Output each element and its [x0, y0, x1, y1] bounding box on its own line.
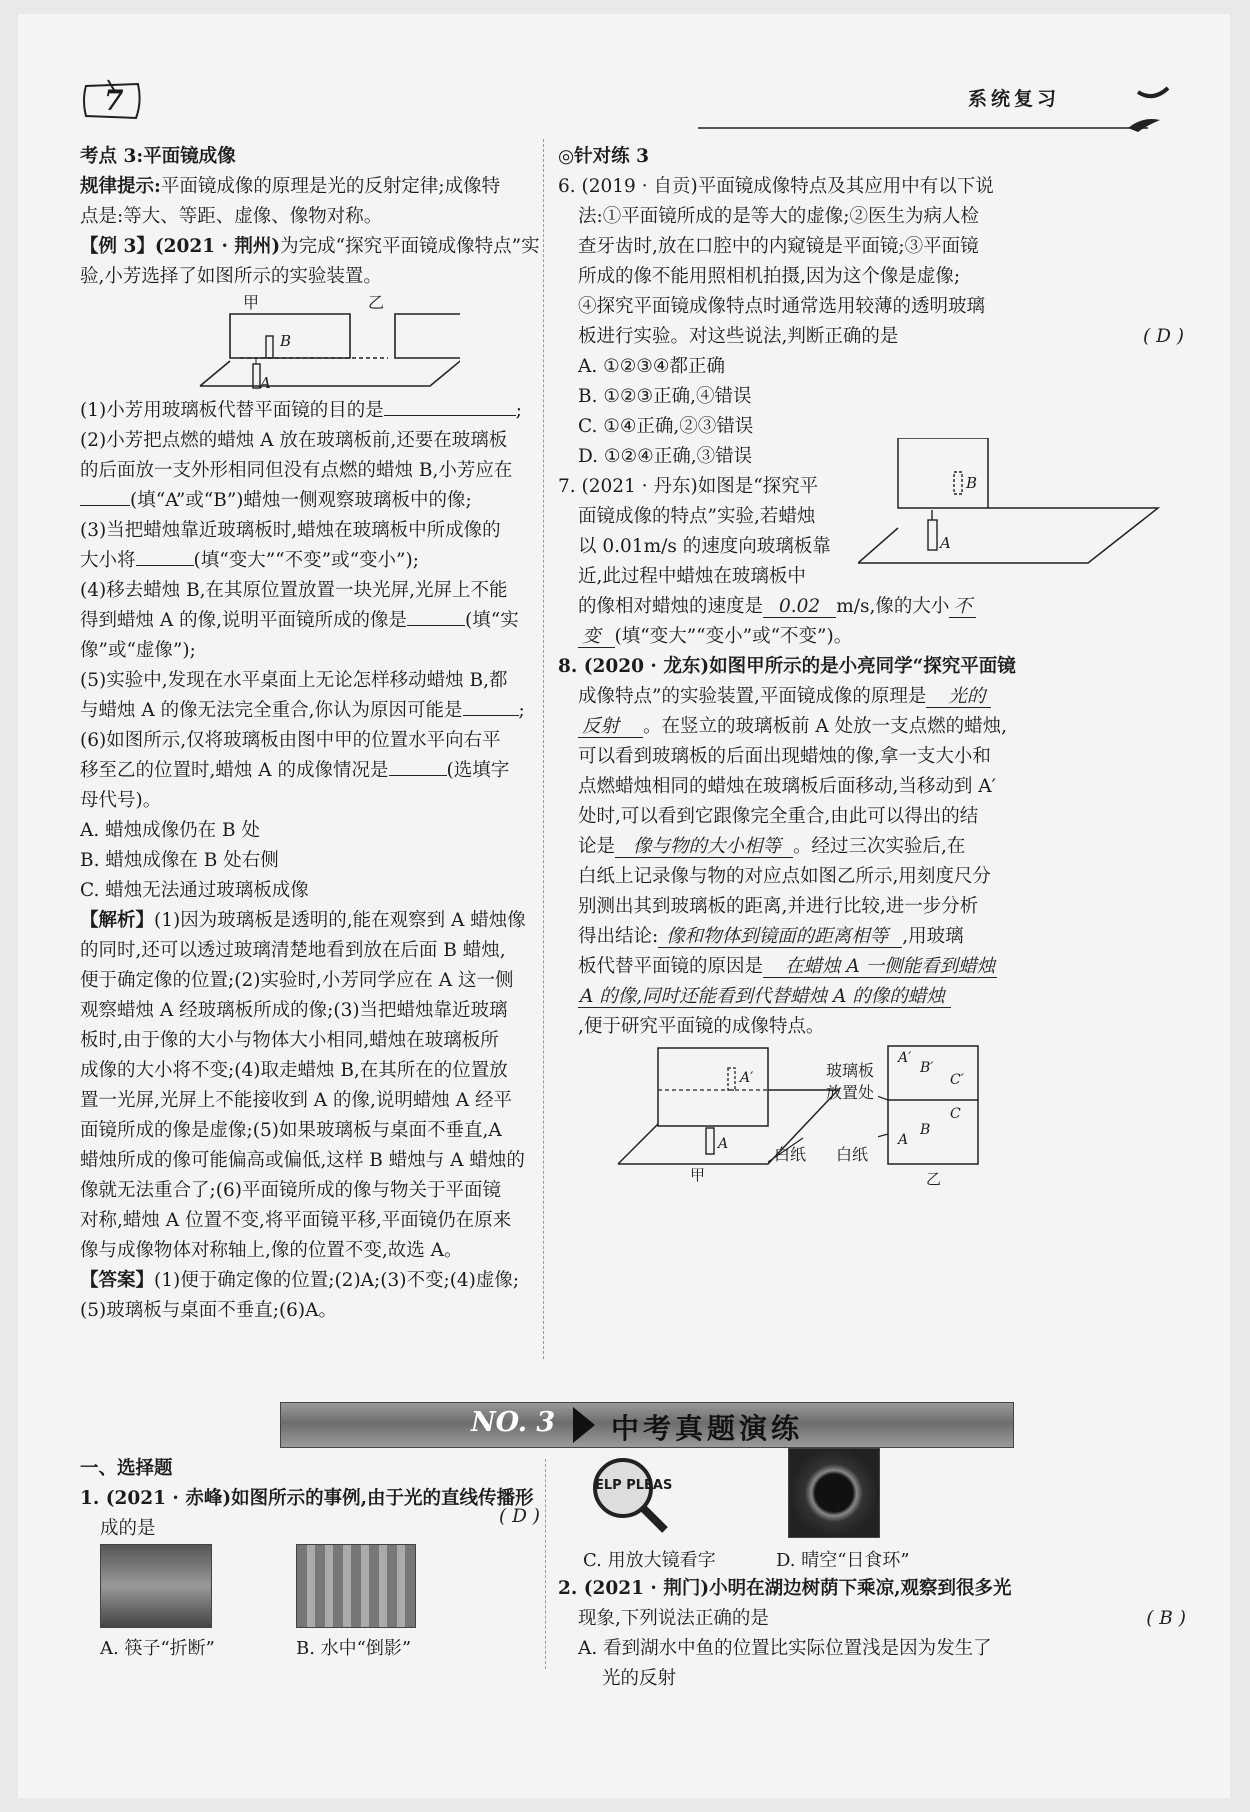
q8-fig-jia: 甲	[690, 1166, 706, 1184]
q7-mirror-drawing	[858, 438, 1198, 568]
q8-line-7b: 。经过三次实验后,在	[793, 836, 966, 857]
analysis-line: 板时,由于像的大小与物体大小相同,蜡烛在玻璃板所	[80, 1030, 499, 1051]
q7-line: 7. (2021 · 丹东)如图是“探究平	[558, 476, 819, 497]
q8-line-1: 8. (2020 · 龙东)如图甲所示的是小亮同学“探究平面镜	[558, 656, 1016, 677]
analysis-line: 像与成像物体对称轴上,像的位置不变,故选 A。	[80, 1240, 463, 1261]
answer-line-1: (1)便于确定像的位置;(2)A;(3)不变;(4)虚像;	[154, 1270, 520, 1291]
rule-text: 平面镜成像的原理是光的反射定律;成像特	[160, 176, 501, 197]
q8-fig-paper-2: 白纸	[836, 1145, 869, 1164]
q8-line-2: 成像特点”的实验装置,平面镜成像的原理是	[578, 686, 927, 707]
fig-label-jia: 甲	[243, 293, 260, 312]
q8-fig-b-pt: B	[920, 1122, 931, 1138]
q2-blank[interactable]	[80, 487, 130, 506]
q6-line: 6. (2019 · 自贡)平面镜成像特点及其应用中有以下说	[558, 176, 994, 197]
page	[18, 14, 1230, 1798]
q8-line-13: ,便于研究平面镜的成像特点。	[578, 1016, 825, 1037]
photo-reflection	[296, 1544, 416, 1628]
caption-c: C. 用放大镜看字	[583, 1550, 716, 1571]
fig-label-yi: 乙	[368, 293, 385, 312]
q8-answer-1b: 反射	[578, 716, 643, 738]
q6-blank[interactable]	[389, 757, 447, 776]
photo-chopsticks	[100, 1544, 212, 1628]
analysis-label: 【解析】	[80, 910, 155, 931]
q7-line-6: (填“变大”“变小”或“不变”)。	[614, 626, 853, 647]
q2-text-2: 的后面放一支外形相同但没有点燃的蜡烛 B,小芳应在	[80, 460, 513, 481]
section-title: 系统复习	[968, 88, 1061, 110]
choice-section-label: 一、选择题	[80, 1458, 173, 1479]
q7-figure	[858, 438, 1198, 568]
q6-text-2a: 移至乙的位置时,蜡烛 A 的成像情况是	[80, 760, 389, 781]
q1-text: (1)小芳用玻璃板代替平面镜的目的是	[80, 400, 384, 421]
q1-answer: ( D )	[498, 1506, 540, 1527]
analysis-line: 观察蜡烛 A 经玻璃板所成的像;(3)当把蜡烛靠近玻璃	[80, 1000, 508, 1021]
q6-text-2b: (选填字	[446, 760, 510, 781]
column-divider	[543, 139, 544, 1359]
analysis-line: 像就无法重合了;(6)平面镜所成的像与物关于平面镜	[80, 1180, 501, 1201]
analysis-line: 面镜所成的像是虚像;(5)如果玻璃板与桌面不垂直,A	[80, 1120, 502, 1141]
q8-line-3: 。在竖立的玻璃板前 A 处放一支点燃的蜡烛,	[643, 716, 1008, 737]
bottom-right	[558, 1574, 1198, 1694]
page-number-badge	[78, 76, 148, 124]
photo-magnifier	[583, 1454, 683, 1538]
apparatus-figure	[80, 292, 540, 396]
q8-fig-c-pt: C	[950, 1106, 961, 1122]
q8-line-8: 白纸上记录像与物的对应点如图乙所示,用刻度尺分	[578, 866, 991, 887]
option-a: A. 蜡烛成像仍在 B 处	[80, 820, 260, 841]
q8-line-6: 处时,可以看到它跟像完全重合,由此可以得出的结	[578, 806, 979, 827]
analysis-line: (1)因为玻璃板是透明的,能在观察到 A 蜡烛像	[154, 910, 526, 931]
q7-answer-size-a: 不	[949, 596, 976, 618]
rule-text-2: 点是:等大、等距、虚像、像物对称。	[80, 206, 383, 227]
q8-fig-glass-2: 放置处	[826, 1083, 875, 1102]
q7-answer-speed: 0.02	[763, 596, 836, 618]
banner-title: 中考真题演练	[611, 1412, 804, 1445]
caption-a: A. 筷子“折断”	[100, 1638, 215, 1659]
page-number: 7	[104, 84, 124, 117]
q8-fig-label-a-prime: A′	[740, 1070, 754, 1086]
q8-fig-paper-1: 白纸	[774, 1145, 807, 1164]
option-b: B. 蜡烛成像在 B 处右侧	[80, 850, 279, 871]
q8-answer-3: 像和物体到镜面的距离相等	[658, 926, 902, 948]
q6-option: A. ①②③④都正确	[578, 356, 725, 377]
q6-line: 板进行实验。对这些说法,判断正确的是	[578, 326, 899, 347]
q8-fig-b-prime-pt: B′	[920, 1060, 934, 1076]
q8-line-11a: 板代替平面镜的原因是	[578, 956, 764, 977]
example-text: 为完成“探究平面镜成像特点”实	[280, 236, 540, 257]
fig-label-b: B	[280, 332, 292, 350]
q6-option: D. ①②④正确,③错误	[578, 446, 753, 467]
practice-heading: ◎针对练 3	[558, 146, 649, 167]
banner-arrow-icon	[573, 1407, 595, 1443]
q4-blank[interactable]	[407, 607, 465, 626]
q6-option: C. ①④正确,②③错误	[578, 416, 754, 437]
apparatus-drawing	[180, 306, 460, 396]
analysis-line: 的同时,还可以透过玻璃清楚地看到放在后面 B 蜡烛,	[80, 940, 506, 961]
magnifier-icon	[583, 1454, 683, 1538]
q7-line: 面镜成像的特点”实验,若蜡烛	[578, 506, 816, 527]
example-text-2: 验,小芳选择了如图所示的实验装置。	[80, 266, 382, 287]
q2-line-2: 现象,下列说法正确的是	[578, 1608, 769, 1629]
q7-line-5b: m/s,像的大小	[836, 596, 950, 617]
q8-line-10b: ,用玻璃	[902, 926, 964, 947]
q8-fig-label-a: A	[718, 1136, 729, 1152]
left-column: 考点 3:平面镜成像 规律提示:平面镜成像的原理是光的反射定律;成像特 点是:等大、等距、虚像、像物对称。 【例 3】(2021 · 荆州)为完成“探究平面镜成像特点”实 验,小芳选择了如图所示的实验装置。 甲 乙 B A (1)小芳用玻璃板代替平面镜的目的是 ; (2)小芳把点燃的蜡烛 A 放在玻璃板前,还要在玻璃板 的后面放一支外形相同但没有点燃的蜡烛 B,小芳应在 (填“A”或“B”)蜡烛一侧观察玻璃板中的像; (3)当把蜡烛靠近玻璃板时,蜡烛在玻璃板中所成像的 大小将 (填“变大”“不变”或“变小”); (4)移去蜡烛 B,在其原位置放置一块光屏,光屏上不能 得到蜡烛 A 的像,说明平面镜所成的像是 (填“实 像”或“虚像”); (5)实验中,发现在水平桌面上无论怎样移动蜡烛 B,都 与蜡烛 A 的像无法完全重合,你认为原因可能是 ; (6)如图所示,仅将玻璃板由图中甲的位置水平向右平 移至乙的位置时,蜡烛 A 的成像情况是 (选填字 母代号)。 A. 蜡烛成像仍在 B 处 B. 蜡烛成像在 B 处右侧 C. 蜡烛无法通过玻璃板成像 【解析】(1)因为玻璃板是透明的,能在观察到 A 蜡烛像 的同时,还可以透过玻璃清楚地看到放在后面 B 蜡烛, 便于确定像的位置;(2)实验时,小芳同学应在 A 这一侧 观察蜡烛 A 经玻璃板所成的像;(3)当把蜡烛靠近玻璃 板时,由于像的大小与物体大小相同,蜡烛在玻璃板所 成像的大小将不变;(4)取走蜡烛 B,在其所在的位置放 置一光屏,光屏上不能接收到 A 的像,说明蜡烛 A 经平 面镜所成的像是虚像;(5)如果玻璃板与桌面不垂直,A 蜡烛所成的像可能偏高或偏低,这样 B 蜡烛与 A 蜡烛的 像就无法重合了;(6)平面镜所成的像与物关于平面镜 对称,蜡烛 A 位置不变,将平面镜平移,平面镜仍在原来 像与成像物体对称轴上,像的位置不变,故选 A。 【答案】(1)便于确定像的位置;(2)A;(3)不变;(4)虚像; (5)玻璃板与桌面不垂直;(6)A。	[80, 142, 540, 1326]
q8-fig-a-pt: A	[898, 1132, 909, 1148]
kaodian-heading: 考点 3:平面镜成像	[80, 146, 236, 167]
analysis-line: 成像的大小将不变;(4)取走蜡烛 B,在其所在的位置放	[80, 1060, 508, 1081]
q7-label-a: A	[940, 534, 951, 552]
q8-answer-4b: A 的像,同时还能看到代替蜡烛 A 的像的蜡烛	[578, 986, 951, 1008]
q8-figure	[558, 1042, 1198, 1188]
q2-text-3: (填“A”或“B”)蜡烛一侧观察玻璃板中的像;	[130, 490, 472, 511]
analysis-line: 置一光屏,光屏上不能接收到 A 的像,说明蜡烛 A 经平	[80, 1090, 513, 1111]
q8-fig-yi: 乙	[926, 1170, 942, 1188]
q4-text-2b: (填“实	[465, 610, 519, 631]
q8-fig-c-prime-pt: C′	[950, 1072, 964, 1088]
q7-line: 近,此过程中蜡烛在玻璃板中	[578, 566, 806, 587]
rule-label: 规律提示:	[80, 176, 161, 197]
q3-text-1: (3)当把蜡烛靠近玻璃板时,蜡烛在玻璃板中所成像的	[80, 520, 501, 541]
q1-line-1: 1. (2021 · 赤峰)如图所示的事例,由于光的直线传播形	[80, 1488, 534, 1509]
q8-fig-a-prime-pt: A′	[898, 1050, 912, 1066]
caption-b: B. 水中“倒影”	[296, 1638, 412, 1659]
q8-line-5: 点燃蜡烛相同的蜡烛在玻璃板后面移动,当移动到 A′	[578, 776, 996, 797]
q3-text-2a: 大小将	[80, 550, 136, 571]
q8-line-7a: 论是	[578, 836, 616, 857]
q5-text-2: 与蜡烛 A 的像无法完全重合,你认为原因可能是	[80, 700, 463, 721]
q4-text-2a: 得到蜡烛 A 的像,说明平面镜所成的像是	[80, 610, 408, 631]
q8-answer-2: 像与物的大小相等	[615, 836, 793, 858]
q6-line: ④探究平面镜成像特点时通常选用较薄的透明玻璃	[578, 296, 986, 317]
column-divider-bottom	[545, 1459, 546, 1669]
q6-line: 法:①平面镜所成的是等大的虚像;②医生为病人检	[578, 206, 979, 227]
q2-text-1: (2)小芳把点燃的蜡烛 A 放在玻璃板前,还要在玻璃板	[80, 430, 508, 451]
q6-text-1: (6)如图所示,仅将玻璃板由图中甲的位置水平向右平	[80, 730, 501, 751]
q7-answer-size-b: 变	[578, 626, 615, 648]
analysis-line: 便于确定像的位置;(2)实验时,小芳同学应在 A 这一侧	[80, 970, 514, 991]
section-banner	[280, 1402, 1014, 1448]
answer-label: 【答案】	[80, 1270, 155, 1291]
example-source: (2021 · 荆州)	[154, 236, 281, 257]
q7-line: 以 0.01m/s 的速度向玻璃板靠	[578, 536, 831, 557]
q3-text-2b: (填“变大”“不变”或“变小”);	[193, 550, 419, 571]
caption-d: D. 晴空“日食环”	[776, 1550, 910, 1571]
banner-no: NO. 3	[471, 1407, 556, 1438]
analysis-line: 蜡烛所成的像可能偏高或偏低,这样 B 蜡烛与 A 蜡烛的	[80, 1150, 525, 1171]
q6-line: 查牙齿时,放在口腔中的内窥镜是平面镜;③平面镜	[578, 236, 979, 257]
answer-line-2: (5)玻璃板与桌面不垂直;(6)A。	[80, 1300, 338, 1321]
q5-blank[interactable]	[463, 697, 519, 716]
q7-line-5a: 的像相对蜡烛的速度是	[578, 596, 764, 617]
analysis-line: 对称,蜡烛 A 位置不变,将平面镜平移,平面镜仍在原来	[80, 1210, 512, 1231]
q7-label-b: B	[966, 474, 978, 492]
fig-label-a: A	[260, 374, 271, 392]
q8-line-10a: 得出结论:	[578, 926, 659, 947]
header-bird-icon	[698, 76, 1198, 136]
right-column	[558, 142, 1198, 1188]
q4-text-1: (4)移去蜡烛 B,在其原位置放置一块光屏,光屏上不能	[80, 580, 508, 601]
q6-line: 所成的像不能用照相机拍摄,因为这个像是虚像;	[578, 266, 961, 287]
photo-solar-eclipse	[788, 1448, 880, 1538]
q6-option: B. ①②③正确,④错误	[578, 386, 752, 407]
q2-option-a-1: A. 看到湖水中鱼的位置比实际位置浅是因为发生了	[578, 1638, 992, 1659]
q3-blank[interactable]	[136, 547, 194, 566]
magnifier-text: ELP PLEAS	[595, 1478, 673, 1493]
option-c: C. 蜡烛无法通过玻璃板成像	[80, 880, 309, 901]
q2-line-1: 2. (2021 · 荆门)小明在湖边树荫下乘凉,观察到很多光	[558, 1578, 1012, 1599]
q6-text-3: 母代号)。	[80, 790, 162, 811]
q2-option-a-2: 光的反射	[602, 1668, 677, 1689]
q4-text-3: 像”或“虚像”);	[80, 640, 196, 661]
bottom-left	[80, 1454, 540, 1544]
q8-line-9: 别测出其到玻璃板的距离,并进行比较,进一步分析	[578, 896, 979, 917]
q1-line-2: 成的是	[100, 1518, 156, 1539]
q6-answer: ( D )	[1142, 326, 1184, 347]
example-label: 【例 3】	[80, 236, 155, 257]
q5-text-1: (5)实验中,发现在水平桌面上无论怎样移动蜡烛 B,都	[80, 670, 508, 691]
q2-answer: ( B )	[1146, 1608, 1186, 1629]
q8-fig-glass-1: 玻璃板	[826, 1061, 875, 1080]
q8-answer-1a: 光的	[926, 686, 991, 708]
q1-blank[interactable]	[384, 397, 516, 416]
q8-line-4: 可以看到玻璃板的后面出现蜡烛的像,拿一支大小和	[578, 746, 991, 767]
q8-answer-4a: 在蜡烛 A 一侧能看到蜡烛	[763, 956, 997, 978]
